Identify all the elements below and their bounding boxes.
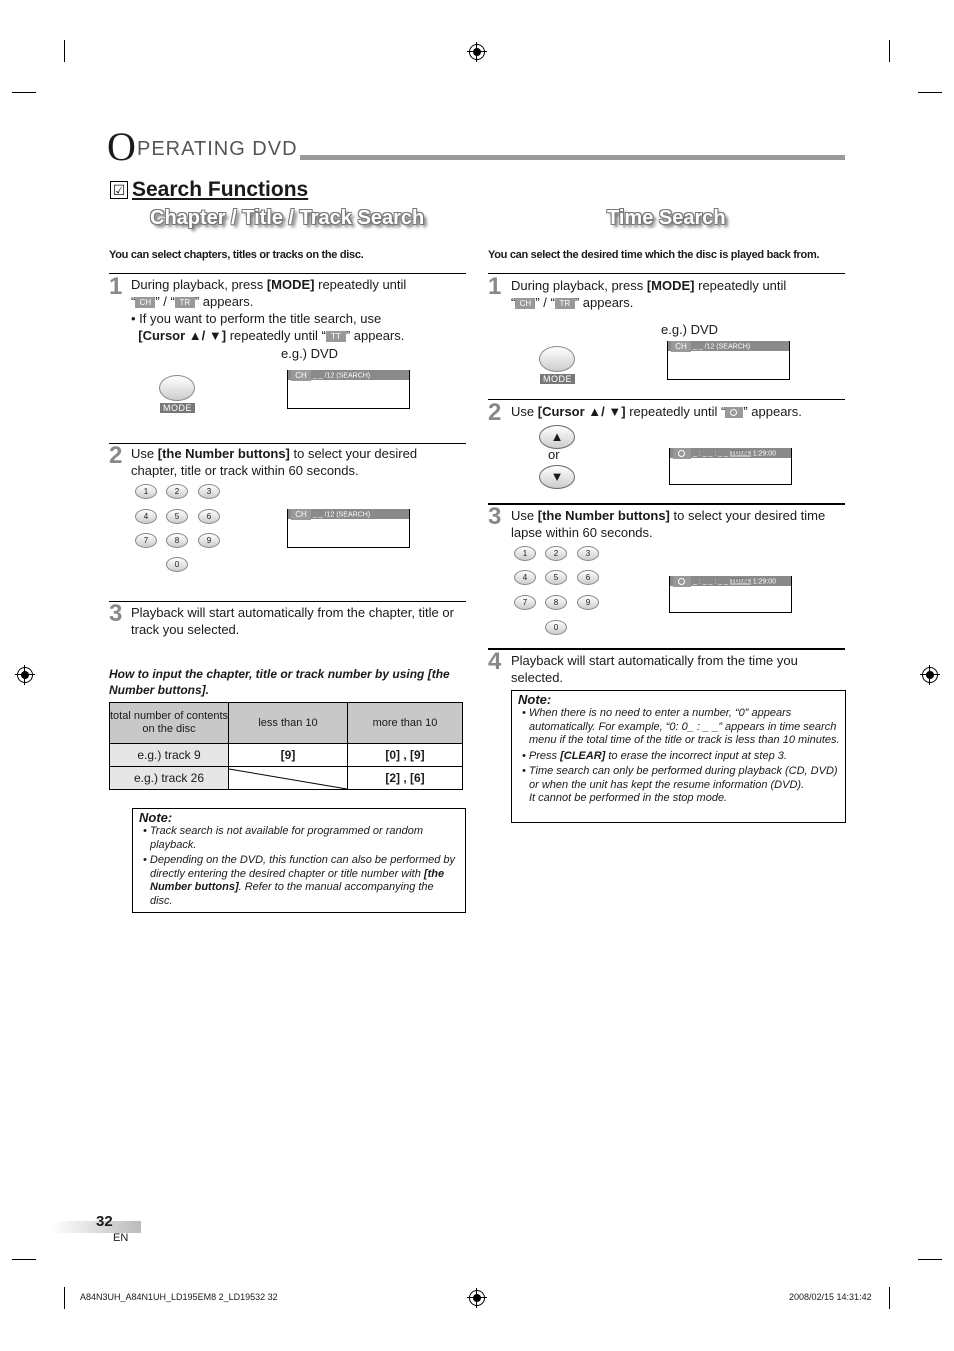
step-divider <box>109 443 466 444</box>
note-title: Note: <box>518 692 552 707</box>
number-5-button[interactable]: 5 <box>545 570 567 585</box>
left-step1-text: During playback, press [MODE] repeatedly until “ CH ” / “ TR ” appears. • If you want to perform the title search, use [Cursor ▲/ ▼] repeatedly until “ TT ” appears. <box>131 277 407 343</box>
registration-mark-icon <box>17 667 33 683</box>
right-note-box <box>511 690 846 823</box>
number-1-button[interactable]: 1 <box>135 484 157 499</box>
osd-screen: _ : _ _ : _ _ TOTAL 1:29:00 <box>669 576 792 613</box>
mode-button[interactable] <box>159 375 195 401</box>
note-title: Note: <box>139 810 173 825</box>
registration-mark-icon <box>469 44 485 60</box>
step-number: 2 <box>488 399 502 426</box>
track-input-table <box>109 702 463 790</box>
step-number: 1 <box>109 273 123 300</box>
number-8-button[interactable]: 8 <box>545 595 567 610</box>
right-intro: You can select the desired time which the disc is played back from. <box>488 249 820 261</box>
cursor-down-button[interactable]: ▼ <box>539 465 575 489</box>
mode-label: MODE <box>160 403 195 413</box>
osd-screen: _ : _ _ : _ _ TOTAL 1:29:00 <box>669 448 792 485</box>
track-icon: TR <box>175 297 195 308</box>
header-bar <box>300 155 845 160</box>
footer-filename: A84N3UH_A84N1UH_LD195EM8 2_LD19532 32 <box>80 1292 278 1302</box>
step-divider <box>488 648 845 650</box>
step-number: 2 <box>109 442 123 469</box>
note-item: • Press [CLEAR] to erase the incorrect input at step 3. <box>522 749 787 762</box>
number-8-button[interactable]: 8 <box>166 533 188 548</box>
number-7-button[interactable]: 7 <box>135 533 157 548</box>
osd-screen: CH _ _ /12 (SEARCH) <box>287 509 410 548</box>
clock-icon <box>725 407 743 418</box>
registration-mark-icon <box>469 1290 485 1306</box>
osd-screen: CH _ _ /12 (SEARCH) <box>287 370 410 409</box>
number-2-button[interactable]: 2 <box>166 484 188 499</box>
or-label: or <box>548 447 560 462</box>
step-divider <box>488 399 845 400</box>
mode-button[interactable] <box>539 346 575 372</box>
note-item: • Time search can only be performed during playback (CD, DVD) or when the unit has kept the resume information (DVD). It cannot be performed in the stop mode. <box>522 765 838 804</box>
step-divider <box>109 601 466 602</box>
right-step1-text: During playback, press [MODE] repeatedly until “ CH ” / “ TR ” appears. <box>511 278 787 310</box>
table-header: more than 10 <box>348 703 463 744</box>
chapter-icon: CH <box>291 370 311 381</box>
table-header: less than 10 <box>229 703 348 744</box>
right-subhead: Time Search <box>607 207 726 229</box>
number-9-button[interactable]: 9 <box>198 533 220 548</box>
left-note-box <box>132 808 466 913</box>
chapter-icon: CH <box>671 341 691 352</box>
right-step4-text: Playback will start automatically from the time you selected. <box>511 653 798 685</box>
crop-mark <box>889 1287 890 1309</box>
crop-mark <box>64 1287 65 1309</box>
checkbox-icon: ☑ <box>110 181 128 199</box>
header-initial: O <box>107 124 136 169</box>
mode-label: MODE <box>540 374 575 384</box>
clock-icon <box>673 576 691 587</box>
step-number: 3 <box>109 600 123 627</box>
number-0-button[interactable]: 0 <box>166 557 188 572</box>
step-number: 1 <box>488 273 502 300</box>
language-code: EN <box>113 1232 129 1244</box>
left-step3-text: Playback will start automatically from the chapter, title or track you selected. <box>131 605 454 637</box>
note-item: • Track search is not available for programmed or random playback. <box>143 825 423 851</box>
example-label: e.g.) DVD <box>661 322 719 337</box>
number-9-button[interactable]: 9 <box>577 595 599 610</box>
right-step3-text: Use [the Number buttons] to select your desired time lapse within 60 seconds. <box>511 508 826 540</box>
note-item: • Depending on the DVD, this function can also be performed by directly entering the desired chapter or title number with [the Number buttons]. Refer to the manual accompanying the disc. <box>143 854 456 907</box>
step-number: 4 <box>488 648 502 675</box>
left-intro: You can select chapters, titles or tracks on the disc. <box>109 249 364 261</box>
title-icon: TT <box>326 331 346 342</box>
crop-mark <box>918 1259 942 1260</box>
crop-mark <box>918 92 942 93</box>
chapter-icon: CH <box>515 298 535 309</box>
crop-mark <box>64 40 65 62</box>
registration-mark-icon <box>922 667 938 683</box>
clock-icon <box>673 448 691 459</box>
cursor-up-button[interactable]: ▲ <box>539 425 575 449</box>
number-7-button[interactable]: 7 <box>514 595 536 610</box>
left-step2-text: Use [the Number buttons] to select your desired chapter, title or track within 60 seconds. <box>131 446 418 478</box>
number-6-button[interactable]: 6 <box>198 509 220 524</box>
chapter-icon: CH <box>135 297 155 308</box>
crop-mark <box>12 92 36 93</box>
number-4-button[interactable]: 4 <box>514 570 536 585</box>
number-4-button[interactable]: 4 <box>135 509 157 524</box>
number-2-button[interactable]: 2 <box>545 546 567 561</box>
number-3-button[interactable]: 3 <box>198 484 220 499</box>
number-6-button[interactable]: 6 <box>577 570 599 585</box>
step-number: 3 <box>488 503 502 530</box>
number-0-button[interactable]: 0 <box>545 620 567 635</box>
table-row: e.g.) track 26 [2] , [6] <box>110 767 463 790</box>
right-step2-text: Use [Cursor ▲/ ▼] repeatedly until “ ” appears. <box>511 404 802 419</box>
track-icon: TR <box>555 298 575 309</box>
chapter-icon: CH <box>291 509 311 520</box>
example-label: e.g.) DVD <box>281 346 339 361</box>
step-divider <box>488 273 845 274</box>
page-number: 32 <box>96 1213 113 1230</box>
howto-heading: How to input the chapter, title or track number by using [the Number buttons]. <box>109 667 450 697</box>
number-5-button[interactable]: 5 <box>166 509 188 524</box>
na-cell <box>229 767 348 790</box>
step-divider <box>488 503 845 505</box>
osd-screen: CH _ _ /12 (SEARCH) <box>667 341 790 380</box>
crop-mark <box>889 40 890 62</box>
number-1-button[interactable]: 1 <box>514 546 536 561</box>
left-subhead: Chapter / Title / Track Search <box>150 207 425 229</box>
section-title: Search Functions <box>132 178 309 201</box>
table-row: e.g.) track 9 [9] [0] , [9] <box>110 744 463 767</box>
crop-mark <box>12 1259 36 1260</box>
step-divider <box>109 273 466 274</box>
table-header: total number of contents on the disc <box>110 703 229 744</box>
header-title: PERATING DVD <box>137 138 298 160</box>
footer-timestamp: 2008/02/15 14:31:42 <box>789 1292 872 1302</box>
note-item: • When there is no need to enter a number, “0” appears automatically. For example, “0: 0_ : _ _” appears in time search menu if the total time of the title or track is less than 10 minutes. <box>522 707 840 746</box>
diagonal-line <box>229 767 347 791</box>
number-3-button[interactable]: 3 <box>577 546 599 561</box>
